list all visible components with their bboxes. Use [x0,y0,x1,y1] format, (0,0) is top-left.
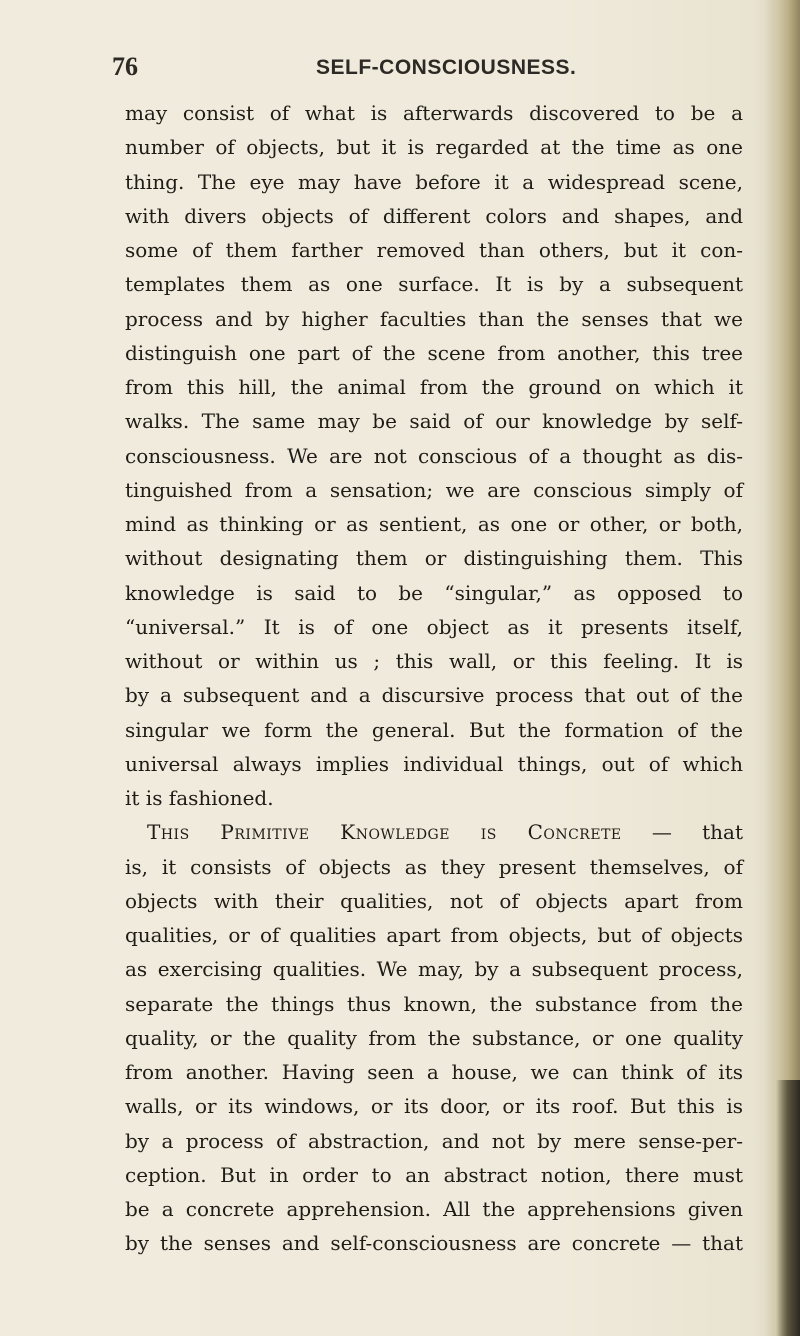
text-line: mind as thinking or as sentient, as one or other, or both, [125,512,743,536]
text-line: This Primitive Knowledge is Concrete — that [147,820,744,845]
text-line: process and by higher faculties than the senses that we [125,306,743,331]
text-line: is, it consists of objects as they present themselves, of [125,854,743,879]
text-line: as exercising qualities. We may, by a subsequent process, [125,957,743,982]
text-line: from another. Having seen a house, we can think of its [125,1060,743,1084]
text-line: separate the things thus known, the substance from the [125,991,743,1016]
page-number: 76 [112,52,138,81]
text-line: thing. The eye may have before it a widespread scene, [125,169,743,194]
text-line: may consist of what is afterwards discovered to be a [125,101,743,125]
page-header [0,52,800,92]
text-line: tinguished from a sensation; we are conscious simply of [125,477,743,502]
text-line: be a concrete apprehension. All the apprehensions given [125,1197,743,1221]
text-line: quality, or the quality from the substance, or one quality [125,1025,743,1050]
text-line: from this hill, the animal from the ground on which it [125,375,743,399]
text-line: ception. But in order to an abstract notion, there must [125,1162,743,1187]
text-line: universal always implies individual things, out of which [125,751,743,776]
text-line: it is fashioned. [125,786,274,810]
text-line: by a subsequent and a discursive process that out of the [125,683,743,708]
text-line: with divers objects of different colors and shapes, and [125,203,743,228]
text-line: walks. The same may be said of our knowledge by self- [125,409,743,434]
text-line: some of them farther removed than others, but it con- [125,238,743,262]
text-line: by a process of abstraction, and not by mere sense-per- [125,1128,743,1153]
page-edge-dark [776,1080,800,1336]
text-line: walls, or its windows, or its door, or its roof. But this is [125,1094,743,1119]
text-line: “universal.” It is of one object as it presents itself, [125,614,743,639]
text-line: consciousness. We are not conscious of a thought as dis- [125,443,743,468]
text-line: templates them as one surface. It is by a subsequent [125,272,743,297]
text-line: objects with their qualities, not of objects apart from [125,888,743,913]
running-head: SELF-CONSCIOUSNESS. [316,56,577,79]
text-line: number of objects, but it is regarded at the time as one [125,135,743,160]
text-line: without or within us ; this wall, or this feeling. It is [125,649,743,673]
text-line: without designating them or distinguishing them. This [125,546,743,571]
text-line: distinguish one part of the scene from another, this tree [125,340,743,365]
text-line: qualities, or of qualities apart from objects, but of objects [125,923,743,947]
text-line: knowledge is said to be “singular,” as opposed to [125,580,743,605]
text-line: by the senses and self-consciousness are concrete — that [125,1231,743,1256]
text-line: singular we form the general. But the formation of the [125,717,743,742]
